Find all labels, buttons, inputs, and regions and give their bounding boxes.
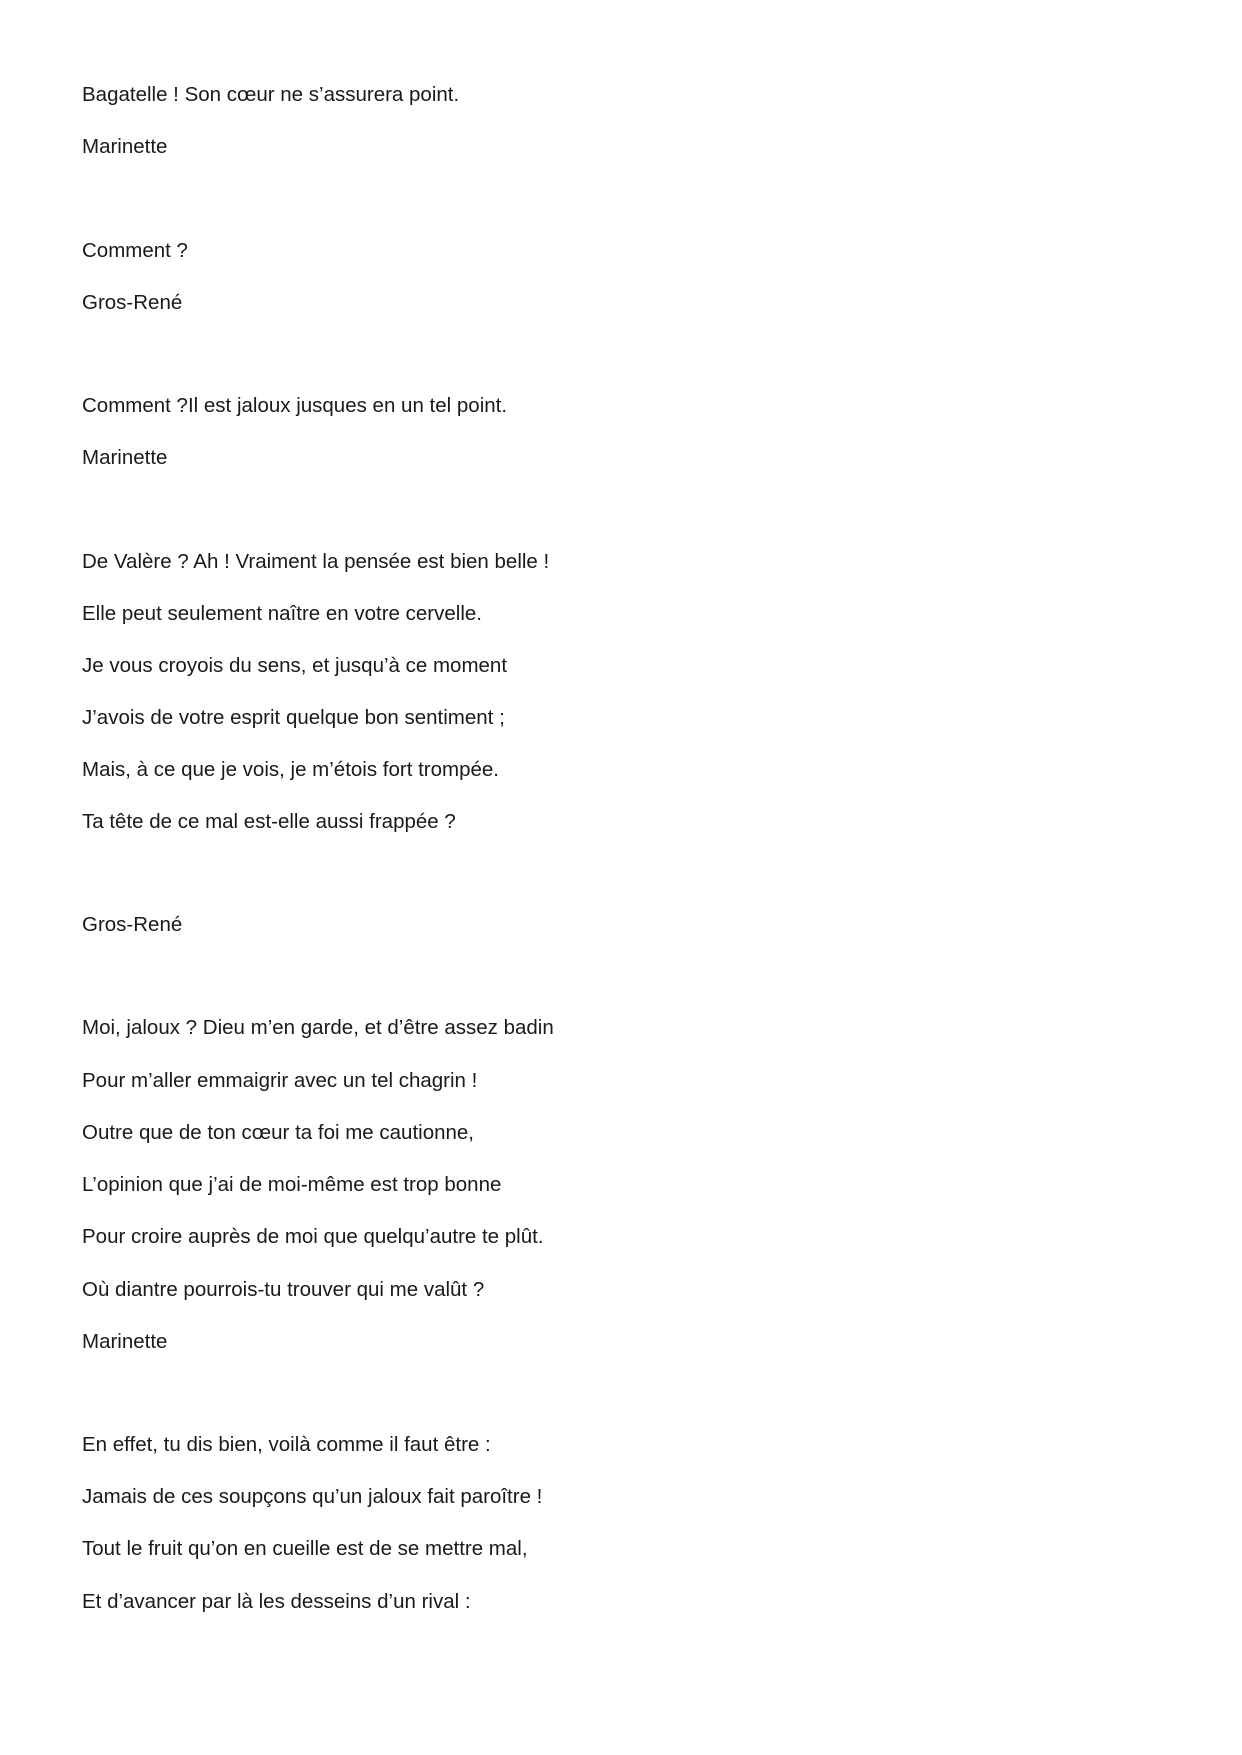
verse-line: Où diantre pourrois-tu trouver qui me valût ? <box>82 1278 485 1301</box>
speaker-name: Marinette <box>82 135 168 158</box>
verse-line: Comment ? <box>82 239 188 262</box>
speaker-name: Marinette <box>82 446 168 469</box>
verse-line: Pour m’aller emmaigrir avec un tel chagrin ! <box>82 1069 478 1092</box>
verse-line: Mais, à ce que je vois, je m’étois fort trompée. <box>82 758 500 781</box>
verse-line: Jamais de ces soupçons qu’un jaloux fait paroître ! <box>82 1485 543 1508</box>
verse-line: Ta tête de ce mal est-elle aussi frappée ? <box>82 810 456 833</box>
verse-line: Et d’avancer par là les desseins d’un rival : <box>82 1590 471 1613</box>
verse-line: J’avois de votre esprit quelque bon sentiment ; <box>82 706 505 729</box>
verse-line: Tout le fruit qu’on en cueille est de se mettre mal, <box>82 1537 528 1560</box>
verse-line: Moi, jaloux ? Dieu m’en garde, et d’être assez badin <box>82 1016 554 1039</box>
verse-line: Je vous croyois du sens, et jusqu’à ce moment <box>82 654 508 677</box>
verse-line: En effet, tu dis bien, voilà comme il faut être : <box>82 1433 491 1456</box>
verse-line: De Valère ? Ah ! Vraiment la pensée est bien belle ! <box>82 550 550 573</box>
verse-line: Bagatelle ! Son cœur ne s’assurera point. <box>82 83 460 106</box>
verse-line: Pour croire auprès de moi que quelqu’autre te plût. <box>82 1225 544 1248</box>
speaker-name: Marinette <box>82 1330 168 1353</box>
verse-line: Comment ?Il est jaloux jusques en un tel point. <box>82 394 508 417</box>
verse-line: Outre que de ton cœur ta foi me cautionne, <box>82 1121 474 1144</box>
verse-line: L’opinion que j’ai de moi-même est trop bonne <box>82 1173 502 1196</box>
verse-line: Elle peut seulement naître en votre cervelle. <box>82 602 482 625</box>
speaker-name: Gros-René <box>82 913 183 936</box>
speaker-name: Gros-René <box>82 291 183 314</box>
